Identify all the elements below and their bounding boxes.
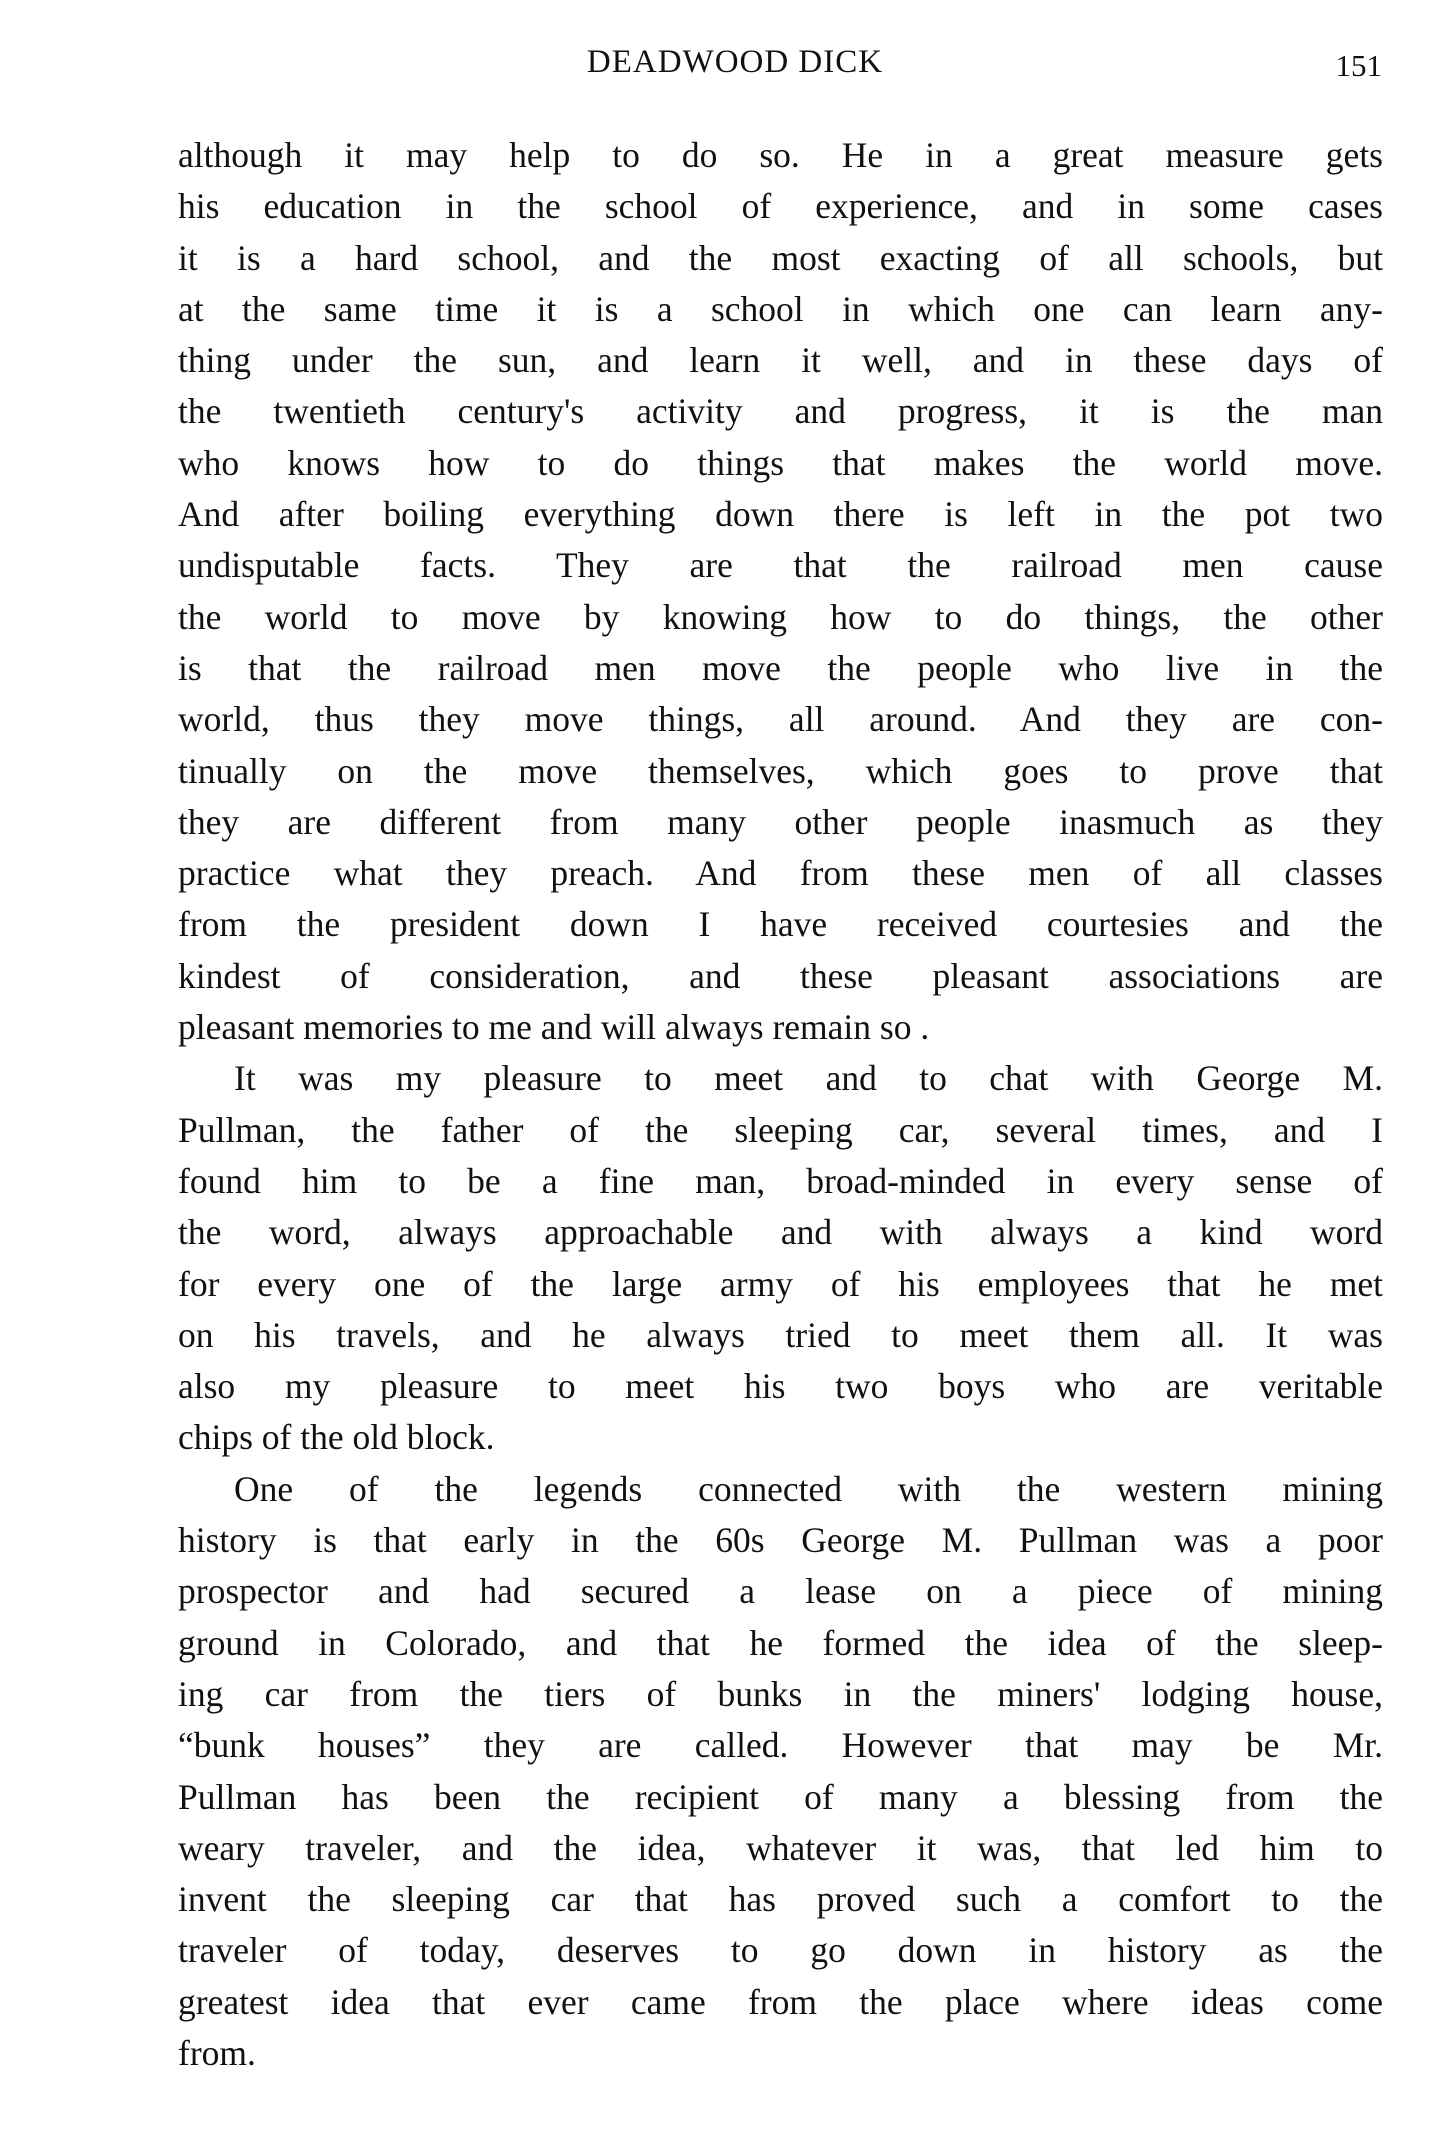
text-line: pleasant memories to me and will always remain so . <box>178 1007 930 1048</box>
text-line: “bunk houses” they are called. However that may be Mr. <box>178 1725 1383 1766</box>
text-line: the word, always approachable and with always a kind word <box>178 1212 1383 1253</box>
text-line: also my pleasure to meet his two boys who are veritable <box>178 1366 1383 1407</box>
text-line: greatest idea that ever came from the place where ideas come <box>178 1981 1383 2022</box>
text-line: history is that early in the 60s George M. Pullman was a poor <box>178 1520 1383 1561</box>
page-header <box>0 44 1450 94</box>
text-line: it is a hard school, and the most exacting of all schools, but <box>178 237 1383 278</box>
text-line: world, thus they move things, all around. And they are con- <box>178 699 1383 740</box>
text-line: although it may help to do so. He in a great measure gets <box>178 135 1383 175</box>
text-line: from the president down I have received courtesies and the <box>178 904 1383 945</box>
text-line: on his travels, and he always tried to meet them all. It was <box>178 1314 1383 1355</box>
text-line: his education in the school of experience, and in some cases <box>178 186 1383 227</box>
text-line: the twentieth century's activity and progress, it is the man <box>178 391 1383 432</box>
text-line: weary traveler, and the idea, whatever it was, that led him to <box>178 1827 1383 1868</box>
text-line: traveler of today, deserves to go down in history as the <box>178 1930 1383 1971</box>
running-title: DEADWOOD DICK <box>586 44 884 80</box>
text-line: from. <box>178 2032 256 2073</box>
text-line: ing car from the tiers of bunks in the miners' lodging house, <box>178 1673 1383 1714</box>
text-line: One of the legends connected with the western mining <box>234 1468 1383 1509</box>
text-line: It was my pleasure to meet and to chat with George M. <box>234 1058 1383 1099</box>
text-line: the world to move by knowing how to do things, the other <box>178 596 1383 637</box>
text-line: undisputable facts. They are that the railroad men cause <box>178 545 1383 586</box>
text-line: practice what they preach. And from these men of all classes <box>178 853 1383 894</box>
text-line: thing under the sun, and learn it well, and in these days of <box>178 340 1383 381</box>
text-line: tinually on the move themselves, which goes to prove that <box>178 750 1383 791</box>
text-line: Pullman has been the recipient of many a blessing from the <box>178 1776 1383 1817</box>
text-line: invent the sleeping car that has proved such a comfort to the <box>178 1879 1383 1920</box>
text-line: ground in Colorado, and that he formed the idea of the sleep- <box>178 1622 1383 1663</box>
page-number: 151 <box>1335 48 1382 83</box>
body-text <box>178 130 1383 2079</box>
text-line: kindest of consideration, and these pleasant associations are <box>178 955 1383 996</box>
text-line: found him to be a fine man, broad-minded in every sense of <box>178 1160 1383 1201</box>
text-line: Pullman, the father of the sleeping car, several times, and I <box>178 1109 1383 1150</box>
text-line: they are different from many other people inasmuch as they <box>178 801 1383 842</box>
text-line: chips of the old block. <box>178 1417 495 1458</box>
text-line: is that the railroad men move the people who live in the <box>178 647 1383 688</box>
text-line: And after boiling everything down there is left in the pot two <box>178 494 1383 535</box>
text-line: who knows how to do things that makes the world move. <box>178 442 1383 483</box>
text-line: at the same time it is a school in which one can learn any- <box>178 288 1383 329</box>
text-line: for every one of the large army of his employees that he met <box>178 1263 1383 1304</box>
text-line: prospector and had secured a lease on a piece of mining <box>178 1571 1383 1612</box>
